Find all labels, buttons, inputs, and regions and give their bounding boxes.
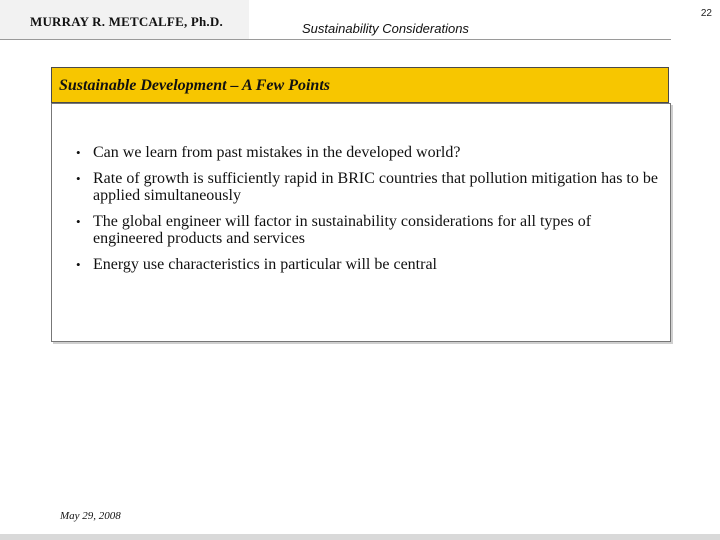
bullet-text: The global engineer will factor in sustainability considerations for all types of engineered products and services xyxy=(93,213,592,247)
footer-date: May 29, 2008 xyxy=(60,510,121,522)
bullet-item xyxy=(76,213,661,247)
bullet-dot-icon: • xyxy=(76,214,81,229)
slide-title: Sustainable Development – A Few Points xyxy=(59,77,330,94)
page-number: 22 xyxy=(700,8,712,19)
bullet-dot-icon: • xyxy=(76,257,81,272)
slide-subtitle: Sustainability Considerations xyxy=(302,21,469,36)
bullet-item xyxy=(76,144,661,161)
bullet-text: Can we learn from past mistakes in the developed world? xyxy=(93,144,461,161)
author-header-box xyxy=(0,0,249,40)
bullet-text: Rate of growth is sufficiently rapid in BRIC countries that pollution mitigation has to be applied simultaneously xyxy=(93,170,658,204)
footer-bar xyxy=(0,534,720,540)
bullet-item xyxy=(76,170,661,204)
bullet-item xyxy=(76,256,661,273)
author-name: MURRAY R. METCALFE, Ph.D. xyxy=(30,14,223,29)
bullet-dot-icon: • xyxy=(76,171,81,186)
bullet-dot-icon: • xyxy=(76,145,81,160)
bullet-text: Energy use characteristics in particular will be central xyxy=(93,256,437,273)
bullet-list xyxy=(76,144,661,282)
slide-title-bar xyxy=(51,67,669,103)
